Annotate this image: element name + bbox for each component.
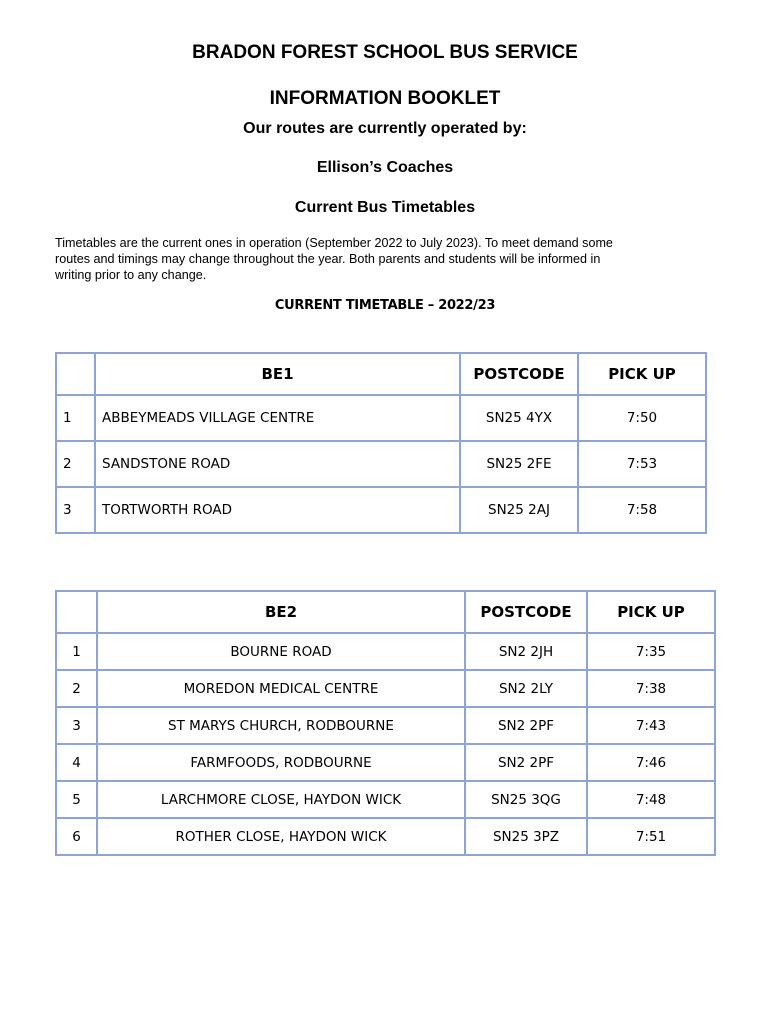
intro-line: Timetables are the current ones in operation (September 2022 to July 2023). To meet demand some xyxy=(55,236,613,250)
pickup-time: 7:58 xyxy=(578,487,706,533)
intro-paragraph xyxy=(55,235,715,283)
pickup-time: 7:53 xyxy=(578,441,706,487)
stop-name: MOREDON MEDICAL CENTRE xyxy=(97,670,465,707)
pickup-time: 7:48 xyxy=(587,781,715,818)
table-row xyxy=(56,818,715,855)
stop-postcode: SN25 4YX xyxy=(460,395,578,441)
stop-postcode: SN2 2JH xyxy=(465,633,587,670)
be1-timetable xyxy=(55,352,707,534)
stop-name: SANDSTONE ROAD xyxy=(95,441,460,487)
stop-name: FARMFOODS, RODBOURNE xyxy=(97,744,465,781)
table-header-row xyxy=(56,353,706,395)
be2-timetable xyxy=(55,590,716,856)
operator-name: Ellison’s Coaches xyxy=(316,159,454,176)
column-header-postcode: POSTCODE xyxy=(460,353,578,395)
table-row xyxy=(56,707,715,744)
stop-number: 6 xyxy=(56,818,97,855)
pickup-time: 7:35 xyxy=(587,633,715,670)
stop-postcode: SN2 2LY xyxy=(465,670,587,707)
stop-name: ST MARYS CHURCH, RODBOURNE xyxy=(97,707,465,744)
document-subtitle: INFORMATION BOOKLET xyxy=(269,88,501,109)
pickup-time: 7:50 xyxy=(578,395,706,441)
stop-postcode: SN25 3QG xyxy=(465,781,587,818)
stop-name: ROTHER CLOSE, HAYDON WICK xyxy=(97,818,465,855)
column-header-postcode: POSTCODE xyxy=(465,591,587,633)
column-header-number xyxy=(56,353,95,395)
operated-by-heading: Our routes are currently operated by: xyxy=(243,120,527,137)
intro-line: writing prior to any change. xyxy=(55,268,207,282)
document-title: BRADON FOREST SCHOOL BUS SERVICE xyxy=(192,42,578,63)
table-row xyxy=(56,744,715,781)
column-header-number xyxy=(56,591,97,633)
stop-name: TORTWORTH ROAD xyxy=(95,487,460,533)
stop-number: 1 xyxy=(56,395,95,441)
stop-number: 4 xyxy=(56,744,97,781)
stop-postcode: SN25 3PZ xyxy=(465,818,587,855)
table-row xyxy=(56,633,715,670)
table-row xyxy=(56,670,715,707)
stop-number: 2 xyxy=(56,670,97,707)
column-header-pickup: PICK UP xyxy=(587,591,715,633)
stop-postcode: SN2 2PF xyxy=(465,744,587,781)
stop-number: 3 xyxy=(56,707,97,744)
stop-postcode: SN25 2AJ xyxy=(460,487,578,533)
column-header-pickup: PICK UP xyxy=(578,353,706,395)
intro-line: routes and timings may change throughout the year. Both parents and students will be informed in xyxy=(55,252,601,266)
table-row xyxy=(56,781,715,818)
stop-number: 2 xyxy=(56,441,95,487)
stop-name: BOURNE ROAD xyxy=(97,633,465,670)
table-row xyxy=(56,487,706,533)
pickup-time: 7:51 xyxy=(587,818,715,855)
pickup-time: 7:46 xyxy=(587,744,715,781)
stop-name: ABBEYMEADS VILLAGE CENTRE xyxy=(95,395,460,441)
stop-number: 3 xyxy=(56,487,95,533)
stop-postcode: SN25 2FE xyxy=(460,441,578,487)
pickup-time: 7:43 xyxy=(587,707,715,744)
stop-number: 1 xyxy=(56,633,97,670)
stop-name: LARCHMORE CLOSE, HAYDON WICK xyxy=(97,781,465,818)
current-timetable-heading: CURRENT TIMETABLE – 2022/23 xyxy=(274,298,496,313)
table-row xyxy=(56,441,706,487)
timetables-heading: Current Bus Timetables xyxy=(294,199,476,216)
table-row xyxy=(56,395,706,441)
table-header-row xyxy=(56,591,715,633)
stop-number: 5 xyxy=(56,781,97,818)
pickup-time: 7:38 xyxy=(587,670,715,707)
column-header-route: BE2 xyxy=(97,591,465,633)
stop-postcode: SN2 2PF xyxy=(465,707,587,744)
column-header-route: BE1 xyxy=(95,353,460,395)
